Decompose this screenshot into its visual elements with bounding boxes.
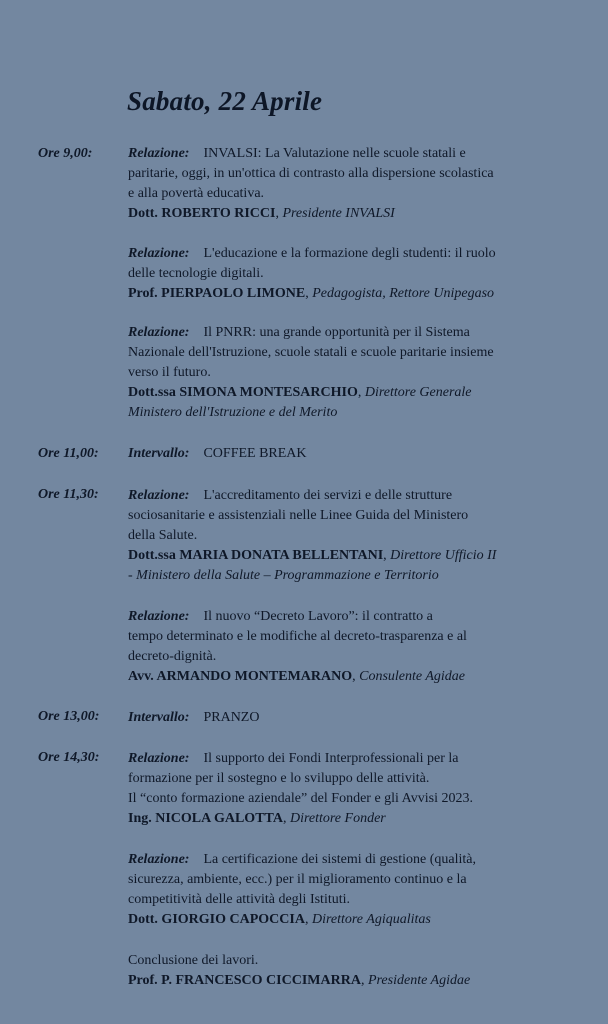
time-slot: Ore 14,30: (38, 750, 100, 765)
talk-title: L'accreditamento dei servizi e delle strutture (203, 488, 453, 503)
talk-title: paritarie, oggi, in un'ottica di contrasto alla dispersione scolastica (128, 166, 494, 181)
talk-title: Il nuovo “Decreto Lavoro”: il contratto a (203, 609, 433, 624)
break-item: Intervallo: COFFEE BREAK (128, 446, 307, 461)
speaker-name: Avv. ARMANDO MONTEMARANO (128, 669, 353, 684)
talk-title: INVALSI: La Valutazione nelle scuole statali e (203, 146, 466, 161)
talk-item: Relazione: INVALSI: La Valutazione nelle scuole statali e paritarie, oggi, in un'ottica di contrasto alla dispersione scolastica e alla povertà educativa. Dott. ROBERTO RICCI, Presidente INVALSI (128, 144, 568, 224)
break-item: Intervallo: PRANZO (128, 710, 260, 725)
speaker-role: - Ministero della Salute – Programmazione e Territorio (128, 568, 439, 583)
label-relazione: Relazione (128, 146, 185, 161)
break-title: PRANZO (203, 710, 260, 725)
label-relazione: Relazione (128, 246, 185, 261)
talk-title: decreto-dignità. (128, 649, 217, 664)
label-relazione: Relazione (128, 609, 185, 624)
talk-item: Relazione: Il PNRR: una grande opportunità per il Sistema Nazionale dell'Istruzione, scuole statali e scuole paritarie insieme verso il futuro. Dott.ssa SIMONA MONTESARCHIO, Direttore Generale Ministero dell'Istruzione e del Merito (128, 323, 568, 423)
label-relazione: Relazione (128, 325, 185, 340)
speaker-role: Direttore Generale (364, 385, 472, 400)
talk-title: L'educazione e la formazione degli studenti: il ruolo (203, 246, 496, 261)
speaker-name: Dott.ssa MARIA DONATA BELLENTANI (128, 548, 384, 563)
speaker-name: Dott. GIORGIO CAPOCCIA (128, 912, 305, 927)
speaker-role: Presidente INVALSI (282, 206, 395, 221)
talk-title: sociosanitarie e assistenziali nelle Linee Guida del Ministero (128, 508, 469, 523)
talk-title: Il PNRR: una grande opportunità per il Sistema (203, 325, 470, 340)
talk-title: formazione per il sostegno e lo sviluppo delle attività. (128, 771, 430, 786)
talk-title: Il “conto formazione aziendale” del Fonder e gli Avvisi 2023. (128, 791, 473, 806)
talk-title: La certificazione dei sistemi di gestione (qualità, (203, 852, 476, 867)
speaker-role: Direttore Ufficio II (390, 548, 497, 563)
speaker-role: Consulente Agidae (359, 669, 466, 684)
talk-title: verso il futuro. (128, 365, 211, 380)
speaker-role: Direttore Fonder (289, 811, 386, 826)
closing-item: Conclusione dei lavori. Prof. P. FRANCESCO CICCIMARRA, Presidente Agidae (128, 951, 568, 991)
talk-title: competitività delle attività degli Istituti. (128, 892, 351, 907)
label-intervallo: Intervallo (128, 710, 185, 725)
closing-text: Conclusione dei lavori. (128, 953, 259, 968)
talk-title: sicurezza, ambiente, ecc.) per il miglioramento continuo e la (128, 872, 467, 887)
break-title: COFFEE BREAK (203, 446, 307, 461)
talk-item: Relazione: L'educazione e la formazione degli studenti: il ruolo delle tecnologie digitali. Prof. PIERPAOLO LIMONE, Pedagogista, Rettore Unipegaso (128, 244, 568, 304)
speaker-name: Prof. P. FRANCESCO CICCIMARRA (128, 973, 361, 988)
speaker-name: Ing. NICOLA GALOTTA (128, 811, 283, 826)
speaker-role: Ministero dell'Istruzione e del Merito (128, 405, 338, 420)
time-slot: Ore 13,00: (38, 709, 100, 724)
speaker-name: Dott. ROBERTO RICCI (128, 206, 276, 221)
label-intervallo: Intervallo (128, 446, 185, 461)
speaker-name: Dott.ssa SIMONA MONTESARCHIO (128, 385, 358, 400)
talk-title: Il supporto dei Fondi Interprofessionali per la (203, 751, 459, 766)
talk-title: e alla povertà educativa. (128, 186, 265, 201)
speaker-role: Pedagogista, Rettore Unipegaso (312, 286, 495, 301)
talk-item: Relazione: Il nuovo “Decreto Lavoro”: il contratto a tempo determinato e le modifiche al decreto-trasparenza e al decreto-dignità. Avv. ARMANDO MONTEMARANO, Consulente Agidae (128, 607, 568, 687)
label-relazione: Relazione (128, 488, 185, 503)
speaker-role: Presidente Agidae (367, 973, 471, 988)
label-relazione: Relazione (128, 751, 185, 766)
talk-title: Nazionale dell'Istruzione, scuole statali e scuole paritarie insieme (128, 345, 494, 360)
talk-item: Relazione: La certificazione dei sistemi di gestione (qualità, sicurezza, ambiente, ecc.) per il miglioramento continuo e la competitività delle attività degli Istituti. Dott. GIORGIO CAPOCCIA, Direttore Agiqualitas (128, 850, 568, 930)
day-title: Sabato, 22 Aprile (127, 86, 323, 116)
time-slot: Ore 11,00: (38, 446, 99, 461)
time-slot: Ore 11,30: (38, 487, 99, 502)
talk-item: Relazione: Il supporto dei Fondi Interprofessionali per la formazione per il sostegno e lo sviluppo delle attività. Il “conto formazione aziendale” del Fonder e gli Avvisi 2023. Ing. NICOLA GALOTTA, Direttore Fonder (128, 749, 568, 829)
talk-title: delle tecnologie digitali. (128, 266, 264, 281)
talk-title: tempo determinato e le modifiche al decreto-trasparenza e al (128, 629, 467, 644)
speaker-name: Prof. PIERPAOLO LIMONE (128, 286, 306, 301)
label-relazione: Relazione (128, 852, 185, 867)
time-slot: Ore 9,00: (38, 146, 93, 161)
speaker-role: Direttore Agiqualitas (311, 912, 431, 927)
talk-title: della Salute. (128, 528, 198, 543)
talk-item: Relazione: L'accreditamento dei servizi e delle strutture sociosanitarie e assistenziali nelle Linee Guida del Ministero della Salute. Dott.ssa MARIA DONATA BELLENTANI, Direttore Ufficio II - Ministero della Salute – Programmazione e Territorio (128, 486, 568, 586)
